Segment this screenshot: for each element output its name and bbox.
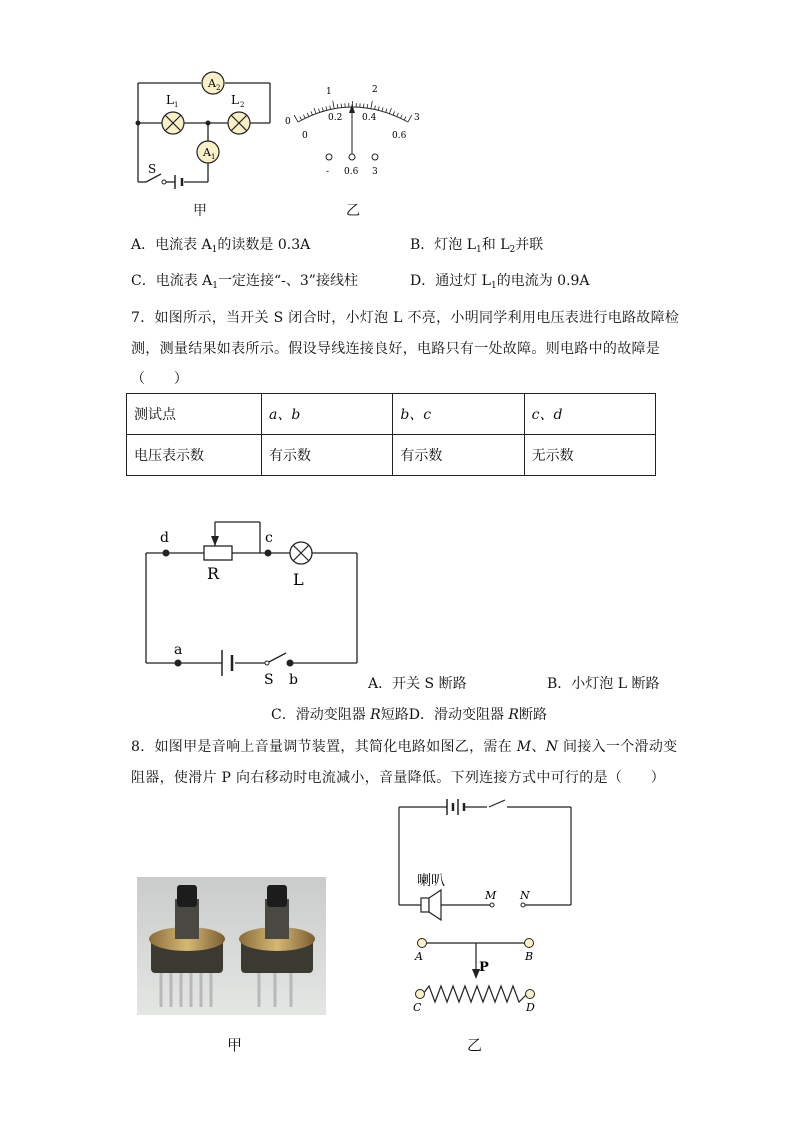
svg-text:L: L	[231, 93, 239, 107]
rheostat-r-icon	[204, 546, 232, 560]
dial-tick	[330, 105, 331, 109]
dial-tick	[367, 104, 368, 108]
dial-tick	[386, 109, 387, 113]
dial-tick	[378, 106, 379, 110]
scale-top-2: 2	[372, 85, 378, 95]
table-cell: 无示数	[524, 435, 655, 476]
svg-text:2: 2	[240, 101, 245, 109]
fig8-caption-left: 甲	[227, 1036, 243, 1054]
q6-option-a: A．电流表 $A_1$的读数是 0.3A	[131, 237, 311, 255]
terminal-minus: -	[326, 167, 330, 177]
scale-bottom-0: 0	[302, 131, 308, 141]
table-cell: 有示数	[393, 435, 524, 476]
table-header-cell: c、d	[524, 394, 655, 435]
svg-text:C: C	[413, 1001, 422, 1014]
dial-tick	[389, 108, 391, 114]
svg-text:c: c	[265, 530, 273, 546]
q7-voltage-table	[126, 393, 656, 476]
dial-tick	[337, 104, 338, 108]
scale-bottom-1: 0.2	[328, 113, 343, 123]
dial-tick	[300, 117, 302, 121]
dial-tick	[408, 115, 412, 122]
q7-option-c-d: C．滑动变阻器 R短路D．滑动变阻器 R断路	[271, 707, 547, 723]
fig6-caption-left: 甲	[193, 203, 207, 219]
speaker-icon	[421, 890, 441, 920]
svg-text:D: D	[526, 1001, 535, 1014]
dial-tick	[371, 101, 372, 109]
lamp-l-icon	[290, 542, 312, 564]
potentiometer-photo	[137, 877, 326, 1015]
dial-tick	[294, 115, 298, 122]
svg-text:N: N	[520, 889, 530, 902]
svg-text:1: 1	[174, 101, 179, 109]
svg-text:S: S	[264, 672, 274, 688]
svg-text:L: L	[293, 570, 304, 589]
svg-text:a: a	[174, 642, 183, 658]
q8-text-line-2: 阻器，使滑片 P 向右移动时电流减小，音量降低。下列连接方式中可行的是（ ）	[131, 770, 666, 786]
q7-text-line-3: （ ）	[131, 371, 189, 387]
dial-tick	[303, 115, 305, 119]
fig6-caption-right: 乙	[346, 203, 360, 219]
svg-text:d: d	[160, 530, 169, 546]
scale-top-3: 3	[414, 113, 420, 123]
table-cell: 有示数	[262, 435, 393, 476]
dial-tick	[401, 115, 403, 119]
fig8-caption-right: 乙	[467, 1036, 483, 1054]
ammeter-dial	[280, 80, 430, 180]
svg-text:S: S	[148, 162, 157, 176]
table-row	[127, 435, 656, 476]
svg-text:L: L	[166, 93, 174, 107]
dial-tick	[326, 106, 327, 110]
svg-text:b: b	[289, 672, 298, 688]
scale-bottom-2: 0.4	[362, 113, 377, 123]
q7-option-a: A．开关 S 断路	[368, 676, 467, 692]
dial-tick	[397, 113, 399, 117]
table-row	[127, 394, 656, 435]
q8-text-line-1: 8．如图甲是音响上音量调节装置，其简化电路如图乙，需在 M、N 间接入一个滑动变	[131, 739, 678, 755]
scale-bottom-3: 0.6	[392, 131, 407, 141]
ammeter-a2-icon	[202, 72, 224, 94]
q6-circuit-diagram	[128, 65, 278, 195]
ammeter-a1-icon	[197, 141, 219, 163]
svg-text:A: A	[203, 146, 211, 159]
dial-tick	[307, 113, 309, 117]
terminal-06: 0.6	[344, 167, 359, 177]
dial-tick	[393, 111, 394, 115]
svg-text:A: A	[208, 77, 216, 90]
svg-text:R: R	[207, 564, 220, 583]
q6-option-b: B．灯泡 $L_1$和 $L_2$并联	[410, 237, 544, 255]
q7-option-b: B．小灯泡 L 断路	[547, 676, 660, 692]
dial-tick	[375, 105, 376, 109]
terminal-3: 3	[372, 167, 378, 177]
dial-pointer	[349, 104, 355, 155]
svg-text:A: A	[415, 950, 423, 963]
q6-option-d: D．通过灯 $L_1$的电流为 0.9A	[410, 273, 590, 291]
dial-tick	[322, 107, 323, 111]
dial-tick	[318, 109, 319, 113]
q8-circuit-diagram	[395, 795, 580, 1015]
svg-text:1: 1	[211, 153, 216, 161]
table-cell: 电压表示数	[127, 435, 262, 476]
scale-top-1: 1	[326, 87, 332, 97]
table-header-cell: b、c	[393, 394, 524, 435]
svg-text:M: M	[485, 889, 497, 902]
q6-option-c: C．电流表 $A_1$一定连接“-、3”接线柱	[131, 273, 358, 291]
svg-text:P: P	[479, 960, 489, 975]
dial-tick	[314, 108, 316, 114]
table-header-cell: a、b	[262, 394, 393, 435]
svg-text:2: 2	[216, 84, 221, 92]
dial-tick	[404, 116, 406, 120]
svg-text:喇叭: 喇叭	[417, 873, 445, 889]
scale-top-0: 0	[285, 117, 291, 127]
dial-tick	[333, 101, 334, 109]
table-header-cell: 测试点	[127, 394, 262, 435]
dial-tick	[382, 107, 383, 111]
svg-text:B: B	[525, 950, 534, 963]
q7-text-line-2: 测，测量结果如表所示。假设导线连接良好，电路只有一处故障。则电路中的故障是	[131, 341, 661, 357]
lamp-l1-icon	[162, 112, 184, 134]
lamp-l2-icon	[228, 112, 250, 134]
dial-tick	[311, 111, 313, 115]
q7-circuit-diagram	[140, 510, 365, 690]
q7-text-line-1: 7．如图所示，当开关 S 闭合时，小灯泡 L 不亮，小明同学利用电压表进行电路故障检	[131, 310, 680, 326]
